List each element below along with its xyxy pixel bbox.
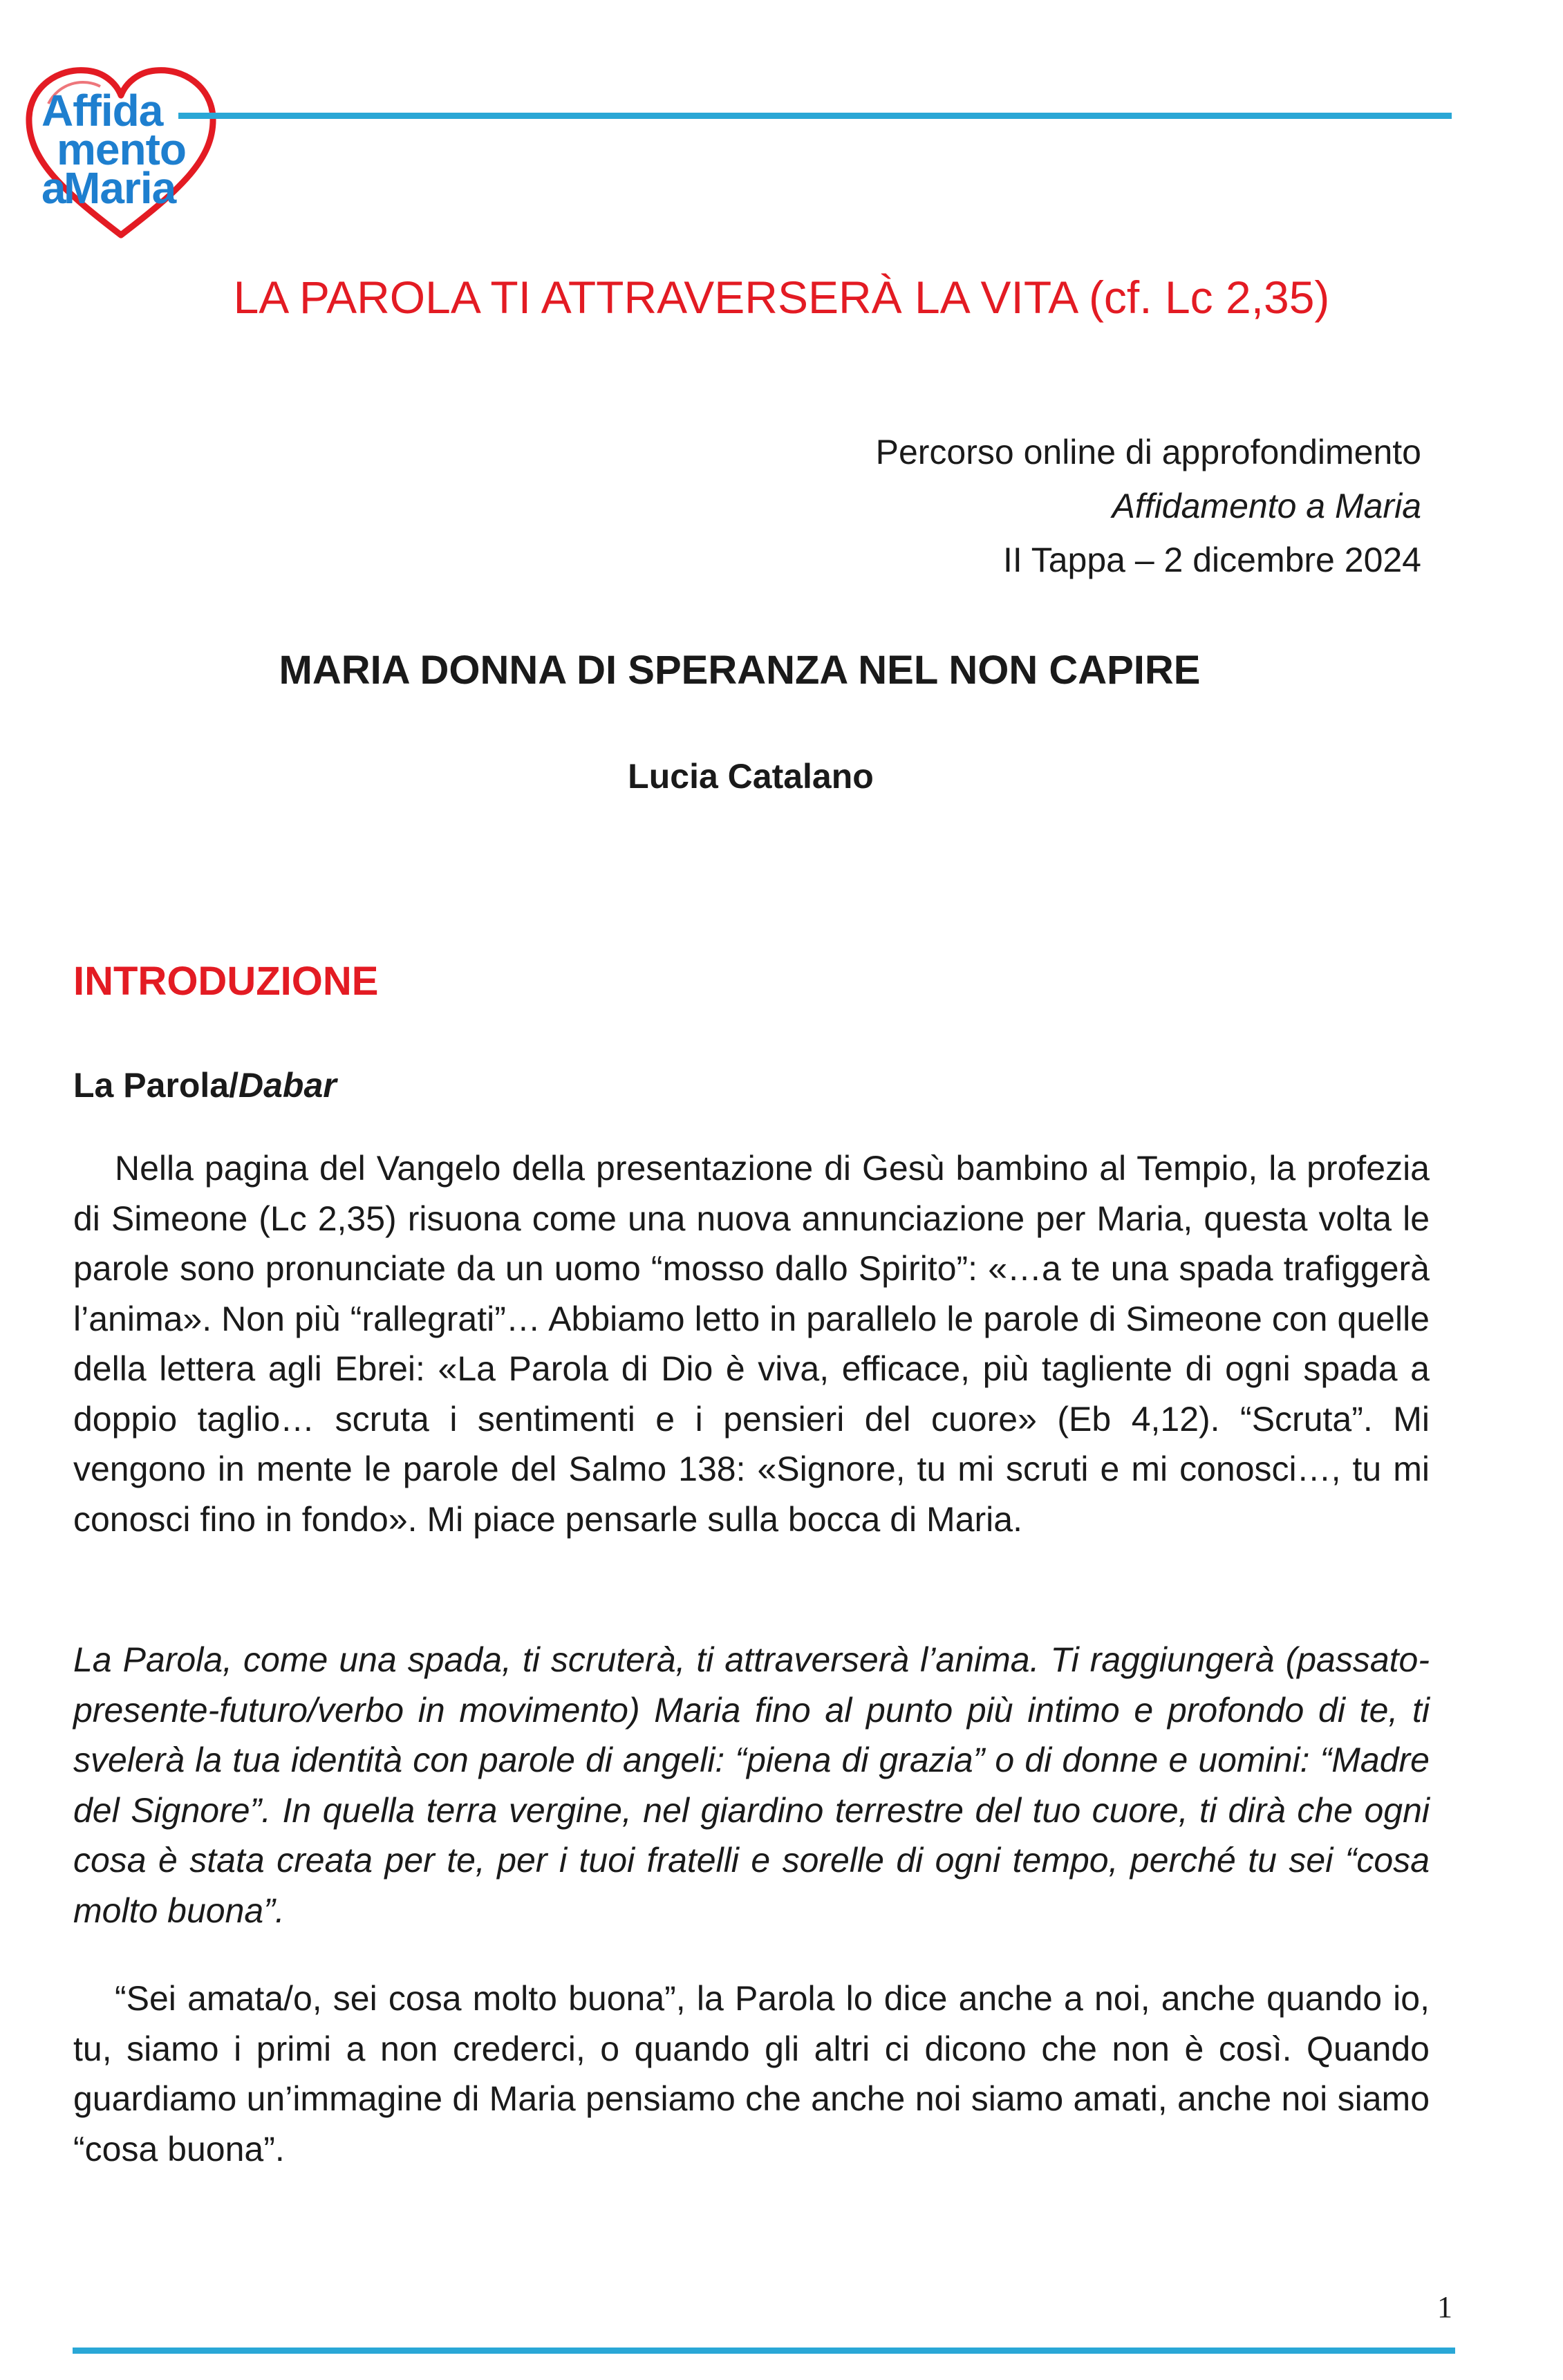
paragraph-1: Nella pagina del Vangelo della presentazione di Gesù bambino al Tempio, la profezia di Simeone (Lc 2,35) risuona come una nuova annunciazione per Maria, questa volta le parole sono pronunciate da un uomo “mosso dallo Spirito”: «…a te una spada trafiggerà l’anima». Non più “rallegrati”… Abbiamo letto in parallelo le parole di Simeone con quelle della lettera agli Ebrei: «La Parola di Dio è viva, efficace, più tagliente di ogni spada a doppio taglio… scruta i sentimenti e i pensieri del cuore» (Eb 4,12). “Scruta”. Mi vengono in mente le parole del Salmo 138: «Signore, tu mi scruti e mi conosci…, tu mi conosci fino in fondo». Mi piace pensarle sulla bocca di Maria. — [73, 1149, 1430, 1539]
paragraph-2: La Parola, come una spada, ti scruterà, ti attraverserà l’anima. Ti raggiungerà (passato-presente-futuro/verbo in movimento) Maria fino al punto più intimo e profondo di te, ti svelerà la tua identità con parole di angeli: “piena di grazia” o di donne e uomini: “Madre del Signore”. In quella terra vergine, nel giardino terrestre del tuo cuore, ti dirà che ogni cosa è stata creata per te, per i tuoi fratelli e sorelle di ogni tempo, perché tu sei “cosa molto buona”. — [73, 1640, 1430, 1930]
logo-text-line3: Maria — [64, 163, 176, 213]
document-title: LA PAROLA TI ATTRAVERSERÀ LA VITA (cf. Lc 2,35) — [233, 272, 1330, 323]
author-name: Lucia Catalano — [628, 757, 874, 796]
course-info-line3: II Tappa – 2 dicembre 2024 — [1002, 541, 1421, 579]
subheading-italic: Dabar — [238, 1066, 337, 1105]
course-info-line2: Affidamento a Maria — [1112, 487, 1421, 525]
header-rule — [178, 113, 1452, 119]
subheading — [73, 1061, 337, 1109]
intro-heading: INTRODUZIONE — [73, 959, 379, 1004]
heart-logo-icon — [21, 62, 221, 249]
section-title: MARIA DONNA DI SPERANZA NEL NON CAPIRE — [279, 648, 1201, 693]
affidamento-a-maria-logo — [21, 62, 221, 249]
page-number: 1 — [1437, 2290, 1452, 2324]
paragraph-3: “Sei amata/o, sei cosa molto buona”, la Parola lo dice anche a noi, anche quando io, tu, siamo i primi a non crederci, o quando gli altri ci dicono che non è così. Quando guardiamo un’immagine di Maria pensiamo che anche noi siamo amati, anche noi siamo “cosa buona”. — [73, 1979, 1430, 2168]
course-info — [876, 425, 1421, 587]
course-info-line1: Percorso online di approfondimento — [875, 433, 1421, 471]
footer-rule — [73, 2348, 1455, 2354]
logo-text-line2: mento — [57, 124, 186, 174]
logo-text-small: a — [41, 163, 66, 213]
subheading-plain: La Parola/ — [73, 1066, 238, 1105]
logo-text-line1: Affida — [41, 86, 163, 135]
